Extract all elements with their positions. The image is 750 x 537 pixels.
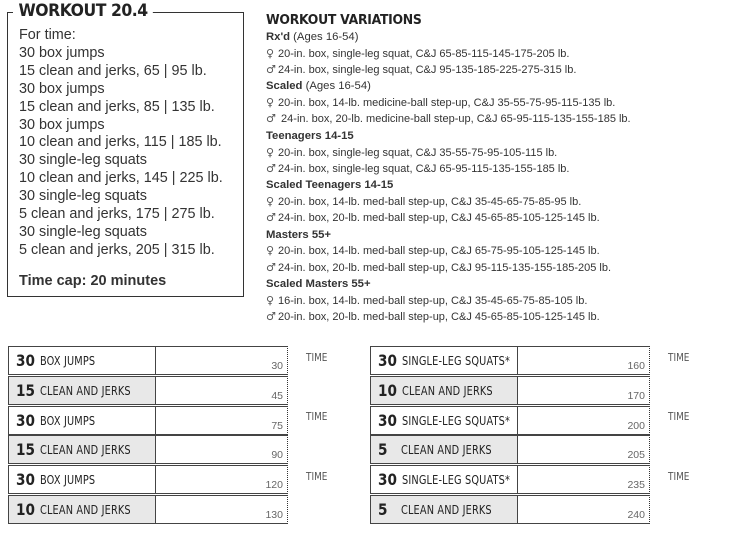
movement-cell <box>8 435 156 464</box>
rep-count: 30 <box>16 470 35 490</box>
movement-name: CLEAN AND JERKS <box>402 382 493 398</box>
female-icon: ♀ <box>266 96 275 110</box>
score-entry-cell[interactable] <box>518 376 650 405</box>
variation-groups <box>266 29 746 325</box>
movement-name: SINGLE-LEG SQUATS* <box>402 353 511 368</box>
score-entry-cell[interactable] <box>156 465 288 494</box>
movement-name: CLEAN AND JERKS <box>40 502 131 517</box>
cumulative-reps: 45 <box>271 389 283 402</box>
cumulative-reps: 75 <box>271 419 283 432</box>
variation-text: 24-in. box, single-leg squat, C&J 95-135-185-225-275-315 lb. <box>278 64 577 77</box>
score-row <box>370 495 650 524</box>
movement-name: BOX JUMPS <box>40 353 96 368</box>
workout-line: 5 clean and jerks, 175 | 275 lb. <box>19 206 215 223</box>
workout-line: 15 clean and jerks, 85 | 135 lb. <box>19 98 215 115</box>
variation-text: 20-in. box, 14-lb. med-ball step-up, C&J 65-75-95-105-125-145 lb. <box>278 245 600 258</box>
workout-line: 30 box jumps <box>19 116 105 133</box>
movement-name: CLEAN AND JERKS <box>400 502 492 517</box>
movement-cell <box>370 376 518 405</box>
score-entry-cell[interactable] <box>156 435 288 464</box>
movement-name: CLEAN AND JERKS <box>400 442 492 458</box>
male-icon: ♂ <box>266 161 276 175</box>
rep-count: 30 <box>378 410 397 430</box>
variation-group-name: Scaled Teenagers 14-15 <box>266 179 394 192</box>
variation-line <box>266 260 746 276</box>
workout-line: 30 single-leg squats <box>19 223 147 240</box>
cumulative-reps: 240 <box>627 509 645 521</box>
movement-cell <box>8 346 156 375</box>
variation-group-name: Masters 55+ <box>266 228 332 241</box>
score-row <box>8 376 288 405</box>
variation-group-title <box>266 276 746 293</box>
score-row <box>370 376 650 405</box>
time-label: TIME <box>668 471 690 483</box>
rep-count: 30 <box>378 470 397 490</box>
score-row <box>370 465 650 494</box>
cumulative-reps: 235 <box>627 479 645 492</box>
variation-group-title <box>266 29 746 46</box>
movement-name: BOX JUMPS <box>40 412 96 428</box>
score-row <box>370 406 650 435</box>
male-icon: ♂ <box>266 211 276 225</box>
variation-line <box>266 62 746 78</box>
variation-text: 24-in. box, 20-lb. med-ball step-up, C&J 95-115-135-155-185-205 lb. <box>278 261 612 274</box>
variation-group-title <box>266 128 746 145</box>
score-entry-cell[interactable] <box>518 495 650 524</box>
variation-line <box>266 95 746 111</box>
rep-count: 5 <box>378 500 388 519</box>
cumulative-reps: 205 <box>627 449 645 462</box>
workout-line: 10 clean and jerks, 115 | 185 lb. <box>19 134 222 151</box>
workout-line: 30 box jumps <box>19 44 105 61</box>
variation-line <box>266 145 746 161</box>
rep-count: 10 <box>378 380 397 400</box>
variation-text: 16-in. box, 14-lb. med-ball step-up, C&J 35-45-65-75-85-105 lb. <box>278 294 588 307</box>
score-entry-cell[interactable] <box>518 346 650 375</box>
variation-line <box>266 293 746 309</box>
score-entry-cell[interactable] <box>518 435 650 464</box>
variation-group-title <box>266 227 746 244</box>
movement-name: CLEAN AND JERKS <box>40 442 131 458</box>
variation-group-title <box>266 78 746 95</box>
female-icon: ♀ <box>266 46 275 60</box>
score-entry-cell[interactable] <box>156 406 288 435</box>
score-entry-cell[interactable] <box>156 495 288 524</box>
cumulative-reps: 170 <box>627 389 645 402</box>
variation-text: 24-in. box, 20-lb. med-ball step-up, C&J 45-65-85-105-125-145 lb. <box>278 212 600 225</box>
workout-line: 30 box jumps <box>19 80 105 97</box>
variation-text: 20-in. box, 14-lb. med-ball step-up, C&J 35-45-65-75-85-95 lb. <box>278 195 582 208</box>
score-row <box>8 435 288 464</box>
movement-cell <box>8 406 156 435</box>
variation-line <box>266 210 746 226</box>
movement-name: CLEAN AND JERKS <box>40 382 131 398</box>
variation-group-name: Scaled Masters 55+ <box>266 277 371 290</box>
male-icon: ♂ <box>266 310 276 324</box>
movement-name: SINGLE-LEG SQUATS* <box>402 412 511 428</box>
workout-line: 30 single-leg squats <box>19 152 147 169</box>
workout-lines <box>19 27 241 260</box>
movement-cell <box>8 495 156 524</box>
score-row <box>8 495 288 524</box>
variation-text: 24-in. box, single-leg squat, C&J 65-95-115-135-155-185 lb. <box>278 162 570 175</box>
variation-line <box>266 46 746 62</box>
variation-line <box>266 111 746 127</box>
time-label: TIME <box>668 411 690 424</box>
rep-count: 10 <box>16 500 35 519</box>
workout-variations <box>266 12 746 325</box>
score-entry-cell[interactable] <box>518 465 650 494</box>
variation-text: 20-in. box, single-leg squat, C&J 35-55-75-95-105-115 lb. <box>278 146 558 159</box>
variation-group-name: Scaled <box>266 80 303 93</box>
female-icon: ♀ <box>266 244 275 258</box>
male-icon: ♂ <box>266 112 276 126</box>
rep-count: 5 <box>378 440 388 460</box>
time-label: TIME <box>668 351 690 364</box>
male-icon: ♂ <box>266 63 276 77</box>
movement-cell <box>370 346 518 375</box>
movement-cell <box>370 406 518 435</box>
cumulative-reps: 130 <box>265 509 283 521</box>
workout-line: 15 clean and jerks, 65 | 95 lb. <box>19 62 207 79</box>
time-label: TIME <box>306 411 328 424</box>
workout-line: 10 clean and jerks, 145 | 225 lb. <box>19 170 223 187</box>
score-row <box>8 465 288 494</box>
time-cap: Time cap: 20 minutes <box>19 273 167 289</box>
rep-count: 30 <box>378 351 397 370</box>
cumulative-reps: 30 <box>271 360 283 372</box>
cumulative-reps: 90 <box>271 449 283 462</box>
variation-line <box>266 309 746 325</box>
time-label: TIME <box>306 351 328 364</box>
variation-text: 20-in. box, 20-lb. med-ball step-up, C&J 45-65-85-105-125-145 lb. <box>278 311 600 324</box>
movement-cell <box>370 495 518 524</box>
rep-count: 30 <box>16 410 35 430</box>
variation-text: 20-in. box, 14-lb. medicine-ball step-up, C&J 35-55-75-95-115-135 lb. <box>278 97 616 110</box>
variation-text: 24-in. box, 20-lb. medicine-ball step-up, C&J 65-95-115-135-155-185 lb. <box>278 113 631 126</box>
female-icon: ♀ <box>266 293 275 307</box>
variation-group-name: Teenagers 14-15 <box>266 129 354 142</box>
movement-cell <box>370 465 518 494</box>
score-row <box>8 346 288 375</box>
score-entry-cell[interactable] <box>156 376 288 405</box>
score-row <box>370 346 650 375</box>
movement-cell <box>8 376 156 405</box>
cumulative-reps: 200 <box>627 419 645 432</box>
variation-line <box>266 161 746 177</box>
variation-group-ages: (Ages 16-54) <box>302 80 371 93</box>
score-entry-cell[interactable] <box>156 346 288 375</box>
movement-name: BOX JUMPS <box>40 472 96 488</box>
rep-count: 15 <box>16 380 35 400</box>
cumulative-reps: 160 <box>627 360 645 372</box>
workout-instruction: For time: <box>19 27 76 43</box>
time-label: TIME <box>306 471 328 483</box>
variation-line <box>266 243 746 259</box>
variation-group-ages: (Ages 16-54) <box>290 31 359 43</box>
female-icon: ♀ <box>266 194 275 208</box>
variation-text: 20-in. box, single-leg squat, C&J 65-85-115-145-175-205 lb. <box>278 47 570 60</box>
score-row <box>370 435 650 464</box>
variations-title: WORKOUT VARIATIONS <box>266 12 422 28</box>
male-icon: ♂ <box>266 260 276 274</box>
variation-line <box>266 194 746 210</box>
variation-group-title <box>266 177 746 194</box>
workout-title: WORKOUT 20.4 <box>13 1 153 21</box>
score-row <box>8 406 288 435</box>
score-entry-cell[interactable] <box>518 406 650 435</box>
movement-name: SINGLE-LEG SQUATS* <box>402 472 511 488</box>
variation-group-name: Rx'd <box>266 31 291 43</box>
cumulative-reps: 120 <box>265 479 283 492</box>
movement-cell <box>370 435 518 464</box>
movement-cell <box>8 465 156 494</box>
workout-line: 30 single-leg squats <box>19 188 147 205</box>
workout-line: 5 clean and jerks, 205 | 315 lb. <box>19 241 215 258</box>
female-icon: ♀ <box>266 145 275 159</box>
rep-count: 30 <box>16 351 35 370</box>
rep-count: 15 <box>16 440 35 460</box>
